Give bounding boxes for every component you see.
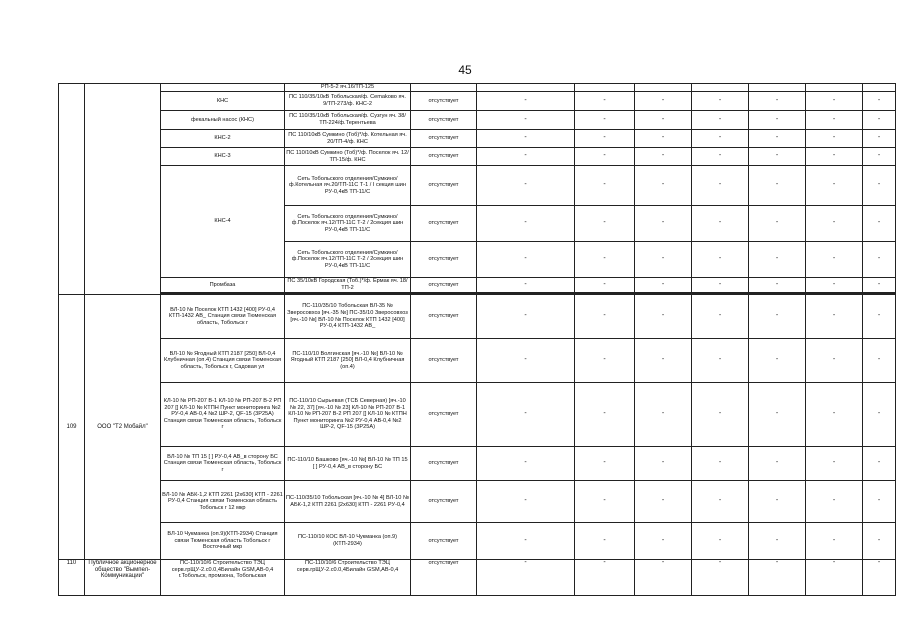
supply-cell: ПС-110/10 Сырьевая (ТСБ Северная) [яч.-10 № 22, 37] [яч.-10 № 23] КЛ-10 № РП-207 В-1 КЛ-10 № РП-207 В-2 РП 207 [] КЛ-10 № КТПН Пункт мониторинга №2 РУ-0,4 АВ-0,4 №2 ШР-2, QF-15 (3Р25А) xyxy=(285,383,411,447)
status-cell: отсутствует xyxy=(411,339,477,383)
empty-value-cell: - xyxy=(635,130,692,148)
table-row xyxy=(59,111,896,130)
status-cell: отсутствует xyxy=(411,111,477,130)
empty-value-cell: - xyxy=(477,111,575,130)
empty-value-cell: - xyxy=(749,92,806,111)
empty-value-cell: - xyxy=(575,523,635,560)
empty-value-cell: - xyxy=(635,481,692,523)
empty-value-cell: - xyxy=(477,523,575,560)
empty-value-cell: - xyxy=(749,242,806,278)
supply-cell: ПС 35/10кВ Городская (Тоб.)*/ф. Ермак яч. 18/ТП-2 xyxy=(285,278,411,293)
table-row xyxy=(59,166,896,206)
empty-value-cell: - xyxy=(863,242,896,278)
status-cell: отсутствует xyxy=(411,523,477,560)
table-row xyxy=(59,447,896,481)
empty-value-cell: - xyxy=(477,481,575,523)
supply-cell: ПС 110/10кВ Сумкино (Тоб)*/ф. Поселок яч. 12/ТП-15/ф. КНС xyxy=(285,148,411,166)
object-cell: КЛ-10 № РП-207 В-1 КЛ-10 № РП-207 В-2 РП 207 [] КЛ-10 № КТПН Пункт мониторинга №2 РУ-0,4 АВ-0,4 №2 ШР-2, QF-15 (3Р25А) Станция связи Тюменская область, Тобольск г xyxy=(161,383,285,447)
empty-value-cell: - xyxy=(863,560,896,596)
empty-value-cell: - xyxy=(749,166,806,206)
empty-value-cell: - xyxy=(749,130,806,148)
empty-value-cell: - xyxy=(692,130,749,148)
empty-value-cell: - xyxy=(477,447,575,481)
table-row xyxy=(59,92,896,111)
empty-value-cell: - xyxy=(863,295,896,339)
empty-value-cell: - xyxy=(477,92,575,111)
supply-cell: Сеть Тобольского отделения/Сумкино/ф.Поселок яч.12/ТП-11С Т-2 / 2секция шин РУ-0,4кВ ТП-11/С xyxy=(285,206,411,242)
empty-value-cell: - xyxy=(575,242,635,278)
empty-value-cell: - xyxy=(863,130,896,148)
empty-value-cell: - xyxy=(806,206,863,242)
status-cell: отсутствует xyxy=(411,481,477,523)
empty-value-cell: - xyxy=(863,166,896,206)
empty-value-cell: - xyxy=(635,111,692,130)
empty-value-cell: - xyxy=(477,295,575,339)
empty-value-cell: - xyxy=(692,206,749,242)
supply-cell: ПС 110/10кВ Сумкино (Тоб)*/ф. Котельная яч. 20/ТП-4/ф. КНС xyxy=(285,130,411,148)
empty-value-cell: - xyxy=(749,339,806,383)
empty-value-cell: - xyxy=(575,295,635,339)
organization-name: ООО "Т2 Мобайл" xyxy=(85,295,161,560)
empty-value-cell: - xyxy=(635,560,692,596)
supply-cell: ПС-110/10/6 Строительство ТЭЦ серв.грЩУ-2.с0.0,4Билайн GSM,АВ-0,4 xyxy=(285,560,411,596)
empty-value-cell: - xyxy=(575,383,635,447)
object-cell: фекальный насос (КНС) xyxy=(161,111,285,130)
empty-value-cell: - xyxy=(863,278,896,293)
organization-name: Публичное акционерное общество "Вымпел-Коммуникации" xyxy=(85,560,161,596)
empty-value-cell: - xyxy=(692,278,749,293)
empty-value-cell: - xyxy=(692,242,749,278)
row-number: 109 xyxy=(59,295,85,560)
supply-cell: РП-5-2 яч.16/ТП-125 xyxy=(285,84,411,92)
empty-value-cell: - xyxy=(806,523,863,560)
empty-value-cell: - xyxy=(692,148,749,166)
empty-value-cell: - xyxy=(863,148,896,166)
empty-value-cell: - xyxy=(749,148,806,166)
empty-value-cell: - xyxy=(635,92,692,111)
supply-cell: Сеть Тобольского отделения/Сумкино/ф.Котельная яч.20/ТП-11С Т-1 / I секция шин РУ-0,4кВ ТП-11/С xyxy=(285,166,411,206)
table-row xyxy=(59,560,896,596)
empty-value-cell: - xyxy=(749,481,806,523)
num-cell xyxy=(59,84,85,295)
empty-value-cell: - xyxy=(749,278,806,293)
empty-value-cell: - xyxy=(863,339,896,383)
empty-value-cell: - xyxy=(635,447,692,481)
object-cell: ПС-110/10/6 Строительство ТЭЦ серв.грЩУ-2.с0.0,4Билайн GSM,АВ-0,4 г.Тобольск, промзона, Тобольская xyxy=(161,560,285,596)
object-cell: ВЛ-10 № ТП 15 [ ] РУ-0,4 АВ_в сторону БС Станция связи Тюменская область, Тобольск г xyxy=(161,447,285,481)
object-cell: КНС xyxy=(161,92,285,111)
empty-value-cell: - xyxy=(477,206,575,242)
empty-value-cell: - xyxy=(806,166,863,206)
empty-value-cell: - xyxy=(863,481,896,523)
empty-value-cell: - xyxy=(635,523,692,560)
empty-value-cell: - xyxy=(575,111,635,130)
table-row xyxy=(59,523,896,560)
object-cell: ВЛ-10 № Поселок КТП 1432 [400] РУ-0,4 КТП-1432 АВ_ Станция связи Тюменская область, Тобольск г xyxy=(161,295,285,339)
empty-value-cell: - xyxy=(806,383,863,447)
empty-value-cell: - xyxy=(477,148,575,166)
supply-cell: ПС-110/35/10 Тобольская [яч.-10 № 4] ВЛ-10 № АБК-1,2 КТП 2261 [2х630] КТП - 2261 РУ-0,4 xyxy=(285,481,411,523)
consumers-table xyxy=(58,83,896,596)
empty-value-cell: - xyxy=(692,447,749,481)
empty-value-cell: - xyxy=(575,166,635,206)
empty-value-cell: - xyxy=(806,130,863,148)
empty-value-cell: - xyxy=(575,148,635,166)
object-cell: ВЛ-10 № АБК-1,2 КТП 2261 [2х630] КТП - 2261 РУ-0,4 Станция связи Тюменская область Тобольск г 12 мкр xyxy=(161,481,285,523)
empty-value-cell: - xyxy=(863,206,896,242)
supply-cell: ПС 110/35/10кВ Тобольская/ф. Сузгун яч. 38/ТП-224/ф.Терентьева xyxy=(285,111,411,130)
object-cell: КНС-4 xyxy=(161,166,285,278)
empty-value-cell: - xyxy=(692,295,749,339)
status-cell: отсутствует xyxy=(411,295,477,339)
status-cell: отсутствует xyxy=(411,447,477,481)
empty-value-cell: - xyxy=(477,383,575,447)
table-row xyxy=(59,84,896,92)
empty-value-cell: - xyxy=(749,206,806,242)
empty-value-cell: - xyxy=(806,242,863,278)
empty-value-cell: - xyxy=(575,206,635,242)
status-cell xyxy=(411,84,477,92)
object-cell: ВЛ-10 № Ягодный КТП 2187 [250] ВЛ-0,4 Клубничная (оп.4) Станция связи Тюменская область, Тобольск г, Садовая ул xyxy=(161,339,285,383)
empty-value-cell: - xyxy=(635,278,692,293)
empty-value-cell: - xyxy=(575,560,635,596)
status-cell: отсутствует xyxy=(411,560,477,596)
empty-value-cell: - xyxy=(863,383,896,447)
status-cell: отсутствует xyxy=(411,166,477,206)
empty-value-cell: - xyxy=(749,523,806,560)
empty-value-cell: - xyxy=(806,560,863,596)
status-cell: отсутствует xyxy=(411,92,477,111)
empty-value-cell: - xyxy=(863,447,896,481)
object-cell: ВЛ-10 Чукманка (оп.9)(КТП-2934) Станция связи Тюменская область Тобольск г Восточный мкр xyxy=(161,523,285,560)
empty-value-cell: - xyxy=(477,130,575,148)
table-row xyxy=(59,130,896,148)
page-number: 45 xyxy=(458,63,472,77)
empty-value-cell: - xyxy=(575,339,635,383)
empty-value-cell: - xyxy=(692,166,749,206)
empty-value-cell: - xyxy=(863,92,896,111)
empty-value-cell: - xyxy=(477,560,575,596)
empty-value-cell: - xyxy=(749,383,806,447)
empty-value-cell: - xyxy=(575,130,635,148)
empty-value-cell: - xyxy=(477,278,575,293)
table-row xyxy=(59,295,896,339)
empty-value-cell: - xyxy=(692,523,749,560)
empty-value-cell: - xyxy=(692,481,749,523)
empty-value-cell: - xyxy=(635,242,692,278)
table-row xyxy=(59,481,896,523)
empty-value-cell: - xyxy=(749,111,806,130)
empty-value-cell: - xyxy=(575,278,635,293)
empty-value-cell: - xyxy=(575,481,635,523)
empty-value-cell: - xyxy=(749,447,806,481)
status-cell: отсутствует xyxy=(411,278,477,293)
table-row xyxy=(59,278,896,293)
object-cell xyxy=(161,84,285,92)
object-cell: КНС-3 xyxy=(161,148,285,166)
supply-cell: ПС-110/10 Башково [яч.-10 №] ВЛ-10 № ТП 15 [ ] РУ-0,4 АВ_в сторону БС xyxy=(285,447,411,481)
empty-value-cell: - xyxy=(749,560,806,596)
empty-value-cell: - xyxy=(692,383,749,447)
empty-value-cell: - xyxy=(692,339,749,383)
table-row xyxy=(59,383,896,447)
empty-value-cell: - xyxy=(635,206,692,242)
empty-value-cell: - xyxy=(806,295,863,339)
org-cell xyxy=(85,84,161,295)
supply-cell: Сеть Тобольского отделения/Сумкино/ф.Поселок яч.12/ТП-11С Т-2 / 2секция шин РУ-0,4кВ ТП-11/С xyxy=(285,242,411,278)
object-cell: Промбаза xyxy=(161,278,285,293)
row-number: 110 xyxy=(59,560,85,596)
empty-value-cell: - xyxy=(863,523,896,560)
empty-value-cell: - xyxy=(477,339,575,383)
empty-value-cell: - xyxy=(806,447,863,481)
supply-cell: ПС 110/35/10кВ Тобольская/ф. Сemakово яч. 9/ТП-273/ф. КНС-2 xyxy=(285,92,411,111)
empty-value-cell: - xyxy=(806,148,863,166)
object-cell: КНС-2 xyxy=(161,130,285,148)
status-cell: отсутствует xyxy=(411,206,477,242)
empty-value-cell: - xyxy=(863,111,896,130)
empty-value-cell: - xyxy=(635,166,692,206)
empty-value-cell: - xyxy=(477,166,575,206)
empty-value-cell: - xyxy=(635,383,692,447)
empty-value-cell: - xyxy=(806,111,863,130)
table-row xyxy=(59,339,896,383)
empty-value-cell: - xyxy=(806,278,863,293)
status-cell: отсутствует xyxy=(411,383,477,447)
empty-value-cell: - xyxy=(692,92,749,111)
empty-value-cell: - xyxy=(806,339,863,383)
empty-value-cell: - xyxy=(692,111,749,130)
status-cell: отсутствует xyxy=(411,148,477,166)
supply-cell: ПС-110/35/10 Тобольская ВЛ-35 № Зверосовхоз [яч.-35 №] ПС-35/10 Зверосовхоз [яч.-10 №] ВЛ-10 № Поселок КТП 1432 [400] РУ-0,4 КТП-1432 АВ_ xyxy=(285,295,411,339)
supply-cell: ПС-110/10 КОС ВЛ-10 Чукманка (оп.9)(КТП-2934) xyxy=(285,523,411,560)
empty-value-cell: - xyxy=(635,339,692,383)
empty-value-cell: - xyxy=(575,447,635,481)
empty-value-cell: - xyxy=(477,242,575,278)
empty-value-cell: - xyxy=(635,295,692,339)
status-cell: отсутствует xyxy=(411,242,477,278)
empty-value-cell: - xyxy=(575,92,635,111)
empty-value-cell: - xyxy=(635,148,692,166)
status-cell: отсутствует xyxy=(411,130,477,148)
empty-value-cell: - xyxy=(806,481,863,523)
empty-value-cell: - xyxy=(749,295,806,339)
supply-cell: ПС-110/10 Волгинская [яч.-10 №] ВЛ-10 № Ягодный КТП 2187 [250] ВЛ-0,4 Клубничная (оп.4) xyxy=(285,339,411,383)
table-row xyxy=(59,148,896,166)
empty-value-cell: - xyxy=(692,560,749,596)
empty-value-cell: - xyxy=(806,92,863,111)
